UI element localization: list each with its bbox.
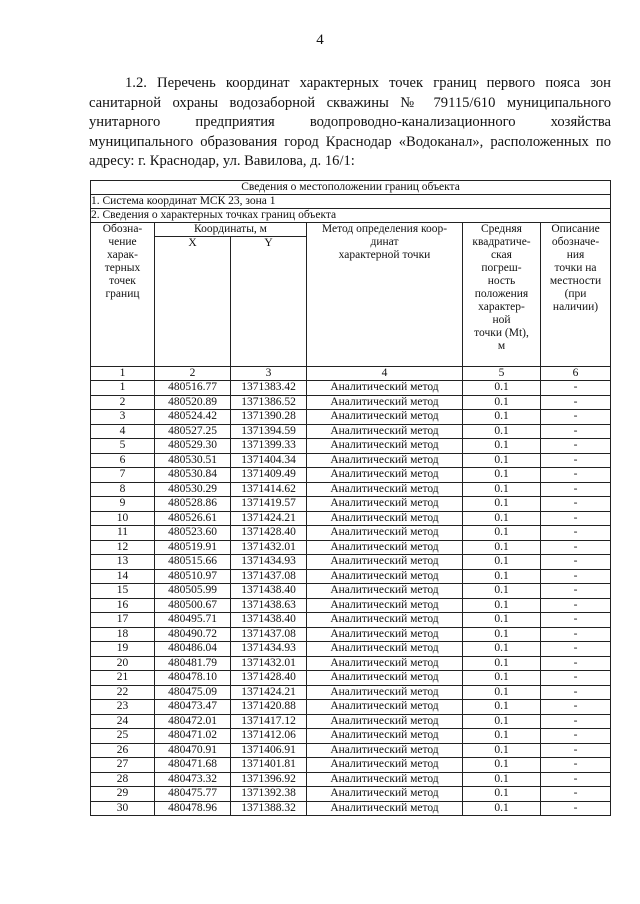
coordinate-x: 480505.99 [155, 584, 231, 599]
table-row [91, 685, 611, 700]
coordinate-y: 1371437.08 [231, 627, 307, 642]
table-row [91, 511, 611, 526]
description-cell: - [541, 555, 611, 570]
method-cell: Аналитический метод [307, 758, 463, 773]
description-cell: - [541, 642, 611, 657]
method-cell: Аналитический метод [307, 584, 463, 599]
point-number: 19 [91, 642, 155, 657]
accuracy-cell: 0.1 [463, 526, 541, 541]
description-cell: - [541, 526, 611, 541]
point-number: 10 [91, 511, 155, 526]
accuracy-cell: 0.1 [463, 685, 541, 700]
coordinate-y: 1371401.81 [231, 758, 307, 773]
coordinate-y: 1371428.40 [231, 526, 307, 541]
coordinate-x: 480527.25 [155, 424, 231, 439]
coordinate-system-label: 1. Система координат МСК 23, зона 1 [91, 195, 611, 209]
coordinate-y: 1371396.92 [231, 772, 307, 787]
accuracy-cell: 0.1 [463, 584, 541, 599]
point-number: 16 [91, 598, 155, 613]
table-row [91, 743, 611, 758]
method-cell: Аналитический метод [307, 656, 463, 671]
point-number: 28 [91, 772, 155, 787]
coordinate-y: 1371419.57 [231, 497, 307, 512]
coordinate-x: 480528.86 [155, 497, 231, 512]
description-cell: - [541, 439, 611, 454]
coordinate-x: 480471.68 [155, 758, 231, 773]
point-number: 14 [91, 569, 155, 584]
table-row [91, 801, 611, 816]
accuracy-cell: 0.1 [463, 453, 541, 468]
table-row [91, 468, 611, 483]
description-cell: - [541, 758, 611, 773]
table-section-row [91, 195, 611, 209]
table-row [91, 395, 611, 410]
table-row [91, 613, 611, 628]
table-row [91, 526, 611, 541]
accuracy-cell: 0.1 [463, 555, 541, 570]
accuracy-cell: 0.1 [463, 468, 541, 483]
description-cell: - [541, 468, 611, 483]
coordinate-x: 480473.47 [155, 700, 231, 715]
accuracy-cell: 0.1 [463, 729, 541, 744]
point-number: 8 [91, 482, 155, 497]
method-cell: Аналитический метод [307, 526, 463, 541]
coordinate-y: 1371409.49 [231, 468, 307, 483]
coordinate-y: 1371438.40 [231, 584, 307, 599]
method-cell: Аналитический метод [307, 424, 463, 439]
description-cell: - [541, 482, 611, 497]
points-info-label: 2. Сведения о характерных точках границ объекта [91, 209, 611, 223]
table-row [91, 453, 611, 468]
description-cell: - [541, 714, 611, 729]
description-cell: - [541, 671, 611, 686]
method-cell: Аналитический метод [307, 468, 463, 483]
point-number: 6 [91, 453, 155, 468]
coordinate-x: 480475.09 [155, 685, 231, 700]
header-accuracy: Средняя квадратиче- ская погреш- ность положения характер- ной точки (Mt), м [463, 223, 541, 367]
table-row [91, 410, 611, 425]
coordinate-y: 1371434.93 [231, 642, 307, 657]
point-number: 11 [91, 526, 155, 541]
coordinate-x: 480515.66 [155, 555, 231, 570]
table-row [91, 598, 611, 613]
coordinate-x: 480510.97 [155, 569, 231, 584]
description-cell: - [541, 729, 611, 744]
method-cell: Аналитический метод [307, 381, 463, 396]
table-row [91, 714, 611, 729]
coordinate-x: 480486.04 [155, 642, 231, 657]
description-cell: - [541, 453, 611, 468]
description-cell: - [541, 801, 611, 816]
header-description: Описание обозначе- ния точки на местности (при наличии) [541, 223, 611, 367]
page-number: 4 [316, 32, 324, 48]
coordinate-y: 1371434.93 [231, 555, 307, 570]
point-number: 2 [91, 395, 155, 410]
column-number: 3 [231, 367, 307, 381]
coordinate-x: 480524.42 [155, 410, 231, 425]
table-row [91, 555, 611, 570]
accuracy-cell: 0.1 [463, 497, 541, 512]
coordinate-x: 480530.84 [155, 468, 231, 483]
column-number: 5 [463, 367, 541, 381]
column-number: 1 [91, 367, 155, 381]
coordinate-y: 1371414.62 [231, 482, 307, 497]
coordinates-table [90, 180, 611, 816]
coordinate-x: 480470.91 [155, 743, 231, 758]
accuracy-cell: 0.1 [463, 772, 541, 787]
point-number: 1 [91, 381, 155, 396]
point-number: 18 [91, 627, 155, 642]
header-x: X [155, 237, 231, 367]
header-y: Y [231, 237, 307, 367]
description-cell: - [541, 613, 611, 628]
method-cell: Аналитический метод [307, 540, 463, 555]
point-number: 7 [91, 468, 155, 483]
table-section-row [91, 209, 611, 223]
point-number: 20 [91, 656, 155, 671]
coordinate-y: 1371438.63 [231, 598, 307, 613]
accuracy-cell: 0.1 [463, 381, 541, 396]
point-number: 15 [91, 584, 155, 599]
description-cell: - [541, 424, 611, 439]
point-number: 5 [91, 439, 155, 454]
description-cell: - [541, 511, 611, 526]
coordinate-y: 1371432.01 [231, 656, 307, 671]
table-row [91, 758, 611, 773]
point-number: 26 [91, 743, 155, 758]
method-cell: Аналитический метод [307, 497, 463, 512]
coordinate-y: 1371432.01 [231, 540, 307, 555]
accuracy-cell: 0.1 [463, 511, 541, 526]
method-cell: Аналитический метод [307, 801, 463, 816]
accuracy-cell: 0.1 [463, 656, 541, 671]
table-row [91, 787, 611, 802]
accuracy-cell: 0.1 [463, 700, 541, 715]
description-cell: - [541, 598, 611, 613]
accuracy-cell: 0.1 [463, 787, 541, 802]
coordinate-y: 1371404.34 [231, 453, 307, 468]
header-designation: Обозна- чение харак- терных точек границ [91, 223, 155, 367]
coordinate-y: 1371399.33 [231, 439, 307, 454]
coordinate-x: 480478.10 [155, 671, 231, 686]
table-row [91, 569, 611, 584]
accuracy-cell: 0.1 [463, 627, 541, 642]
point-number: 3 [91, 410, 155, 425]
coordinate-y: 1371424.21 [231, 685, 307, 700]
point-number: 12 [91, 540, 155, 555]
header-method: Метод определения коор- динат характерной точки [307, 223, 463, 367]
table-row [91, 656, 611, 671]
description-cell: - [541, 685, 611, 700]
description-cell: - [541, 497, 611, 512]
table-row [91, 381, 611, 396]
coordinate-y: 1371386.52 [231, 395, 307, 410]
method-cell: Аналитический метод [307, 642, 463, 657]
accuracy-cell: 0.1 [463, 569, 541, 584]
header-coordinates: Координаты, м [155, 223, 307, 237]
table-row [91, 424, 611, 439]
point-number: 30 [91, 801, 155, 816]
table-row [91, 497, 611, 512]
coordinate-x: 480530.51 [155, 453, 231, 468]
table-row [91, 772, 611, 787]
table-title-row [91, 181, 611, 195]
table-row [91, 482, 611, 497]
method-cell: Аналитический метод [307, 787, 463, 802]
description-cell: - [541, 627, 611, 642]
coordinate-y: 1371406.91 [231, 743, 307, 758]
accuracy-cell: 0.1 [463, 714, 541, 729]
description-cell: - [541, 700, 611, 715]
description-cell: - [541, 787, 611, 802]
coordinate-x: 480495.71 [155, 613, 231, 628]
coordinate-y: 1371437.08 [231, 569, 307, 584]
accuracy-cell: 0.1 [463, 758, 541, 773]
table-title: Сведения о местоположении границ объекта [91, 181, 611, 195]
coordinate-x: 480520.89 [155, 395, 231, 410]
coordinate-x: 480473.32 [155, 772, 231, 787]
description-cell: - [541, 569, 611, 584]
table-row [91, 540, 611, 555]
method-cell: Аналитический метод [307, 627, 463, 642]
table-body [91, 381, 611, 816]
accuracy-cell: 0.1 [463, 540, 541, 555]
intro-paragraph: 1.2. Перечень координат характерных точек границ первого пояса зон санитарной охраны водозаборной скважины № 79115/610 муниципального унитарного предприятия водопроводно-канализационного хозяйства муниципального образования город Краснодар «Водоканал», расположенных по адресу: г. Краснодар, ул. Вавилова, д. 16/1: [89, 75, 611, 170]
coordinate-y: 1371438.40 [231, 613, 307, 628]
point-number: 27 [91, 758, 155, 773]
method-cell: Аналитический метод [307, 410, 463, 425]
method-cell: Аналитический метод [307, 482, 463, 497]
table-row [91, 439, 611, 454]
accuracy-cell: 0.1 [463, 671, 541, 686]
accuracy-cell: 0.1 [463, 642, 541, 657]
coordinate-x: 480475.77 [155, 787, 231, 802]
description-cell: - [541, 540, 611, 555]
accuracy-cell: 0.1 [463, 613, 541, 628]
description-cell: - [541, 381, 611, 396]
coordinate-x: 480478.96 [155, 801, 231, 816]
point-number: 21 [91, 671, 155, 686]
method-cell: Аналитический метод [307, 439, 463, 454]
description-cell: - [541, 772, 611, 787]
coordinate-y: 1371390.28 [231, 410, 307, 425]
method-cell: Аналитический метод [307, 453, 463, 468]
point-number: 13 [91, 555, 155, 570]
table-row [91, 671, 611, 686]
coordinate-y: 1371383.42 [231, 381, 307, 396]
coordinate-y: 1371420.88 [231, 700, 307, 715]
method-cell: Аналитический метод [307, 729, 463, 744]
table-row [91, 627, 611, 642]
coordinate-x: 480500.67 [155, 598, 231, 613]
accuracy-cell: 0.1 [463, 482, 541, 497]
method-cell: Аналитический метод [307, 569, 463, 584]
accuracy-cell: 0.1 [463, 424, 541, 439]
method-cell: Аналитический метод [307, 714, 463, 729]
column-number: 4 [307, 367, 463, 381]
description-cell: - [541, 584, 611, 599]
coordinate-y: 1371412.06 [231, 729, 307, 744]
accuracy-cell: 0.1 [463, 439, 541, 454]
point-number: 25 [91, 729, 155, 744]
point-number: 23 [91, 700, 155, 715]
coordinate-y: 1371428.40 [231, 671, 307, 686]
point-number: 29 [91, 787, 155, 802]
description-cell: - [541, 410, 611, 425]
coordinate-y: 1371424.21 [231, 511, 307, 526]
coordinate-x: 480481.79 [155, 656, 231, 671]
coordinate-x: 480490.72 [155, 627, 231, 642]
description-cell: - [541, 656, 611, 671]
method-cell: Аналитический метод [307, 613, 463, 628]
column-number: 2 [155, 367, 231, 381]
column-number-row [91, 367, 611, 381]
coordinate-x: 480530.29 [155, 482, 231, 497]
method-cell: Аналитический метод [307, 598, 463, 613]
coordinate-x: 480523.60 [155, 526, 231, 541]
method-cell: Аналитический метод [307, 395, 463, 410]
accuracy-cell: 0.1 [463, 410, 541, 425]
coordinate-y: 1371394.59 [231, 424, 307, 439]
point-number: 22 [91, 685, 155, 700]
accuracy-cell: 0.1 [463, 598, 541, 613]
description-cell: - [541, 395, 611, 410]
coordinate-x: 480471.02 [155, 729, 231, 744]
coordinate-y: 1371388.32 [231, 801, 307, 816]
method-cell: Аналитический метод [307, 671, 463, 686]
point-number: 9 [91, 497, 155, 512]
point-number: 17 [91, 613, 155, 628]
accuracy-cell: 0.1 [463, 743, 541, 758]
point-number: 24 [91, 714, 155, 729]
description-cell: - [541, 743, 611, 758]
table-row [91, 729, 611, 744]
table-row [91, 700, 611, 715]
method-cell: Аналитический метод [307, 743, 463, 758]
table-header-row [91, 223, 611, 237]
coordinate-y: 1371392.38 [231, 787, 307, 802]
coordinate-x: 480526.61 [155, 511, 231, 526]
coordinate-x: 480516.77 [155, 381, 231, 396]
method-cell: Аналитический метод [307, 700, 463, 715]
coordinate-y: 1371417.12 [231, 714, 307, 729]
coordinate-x: 480472.01 [155, 714, 231, 729]
coordinate-x: 480519.91 [155, 540, 231, 555]
method-cell: Аналитический метод [307, 685, 463, 700]
coordinate-x: 480529.30 [155, 439, 231, 454]
accuracy-cell: 0.1 [463, 801, 541, 816]
column-number: 6 [541, 367, 611, 381]
table-row [91, 584, 611, 599]
accuracy-cell: 0.1 [463, 395, 541, 410]
method-cell: Аналитический метод [307, 555, 463, 570]
point-number: 4 [91, 424, 155, 439]
method-cell: Аналитический метод [307, 772, 463, 787]
table-row [91, 642, 611, 657]
method-cell: Аналитический метод [307, 511, 463, 526]
